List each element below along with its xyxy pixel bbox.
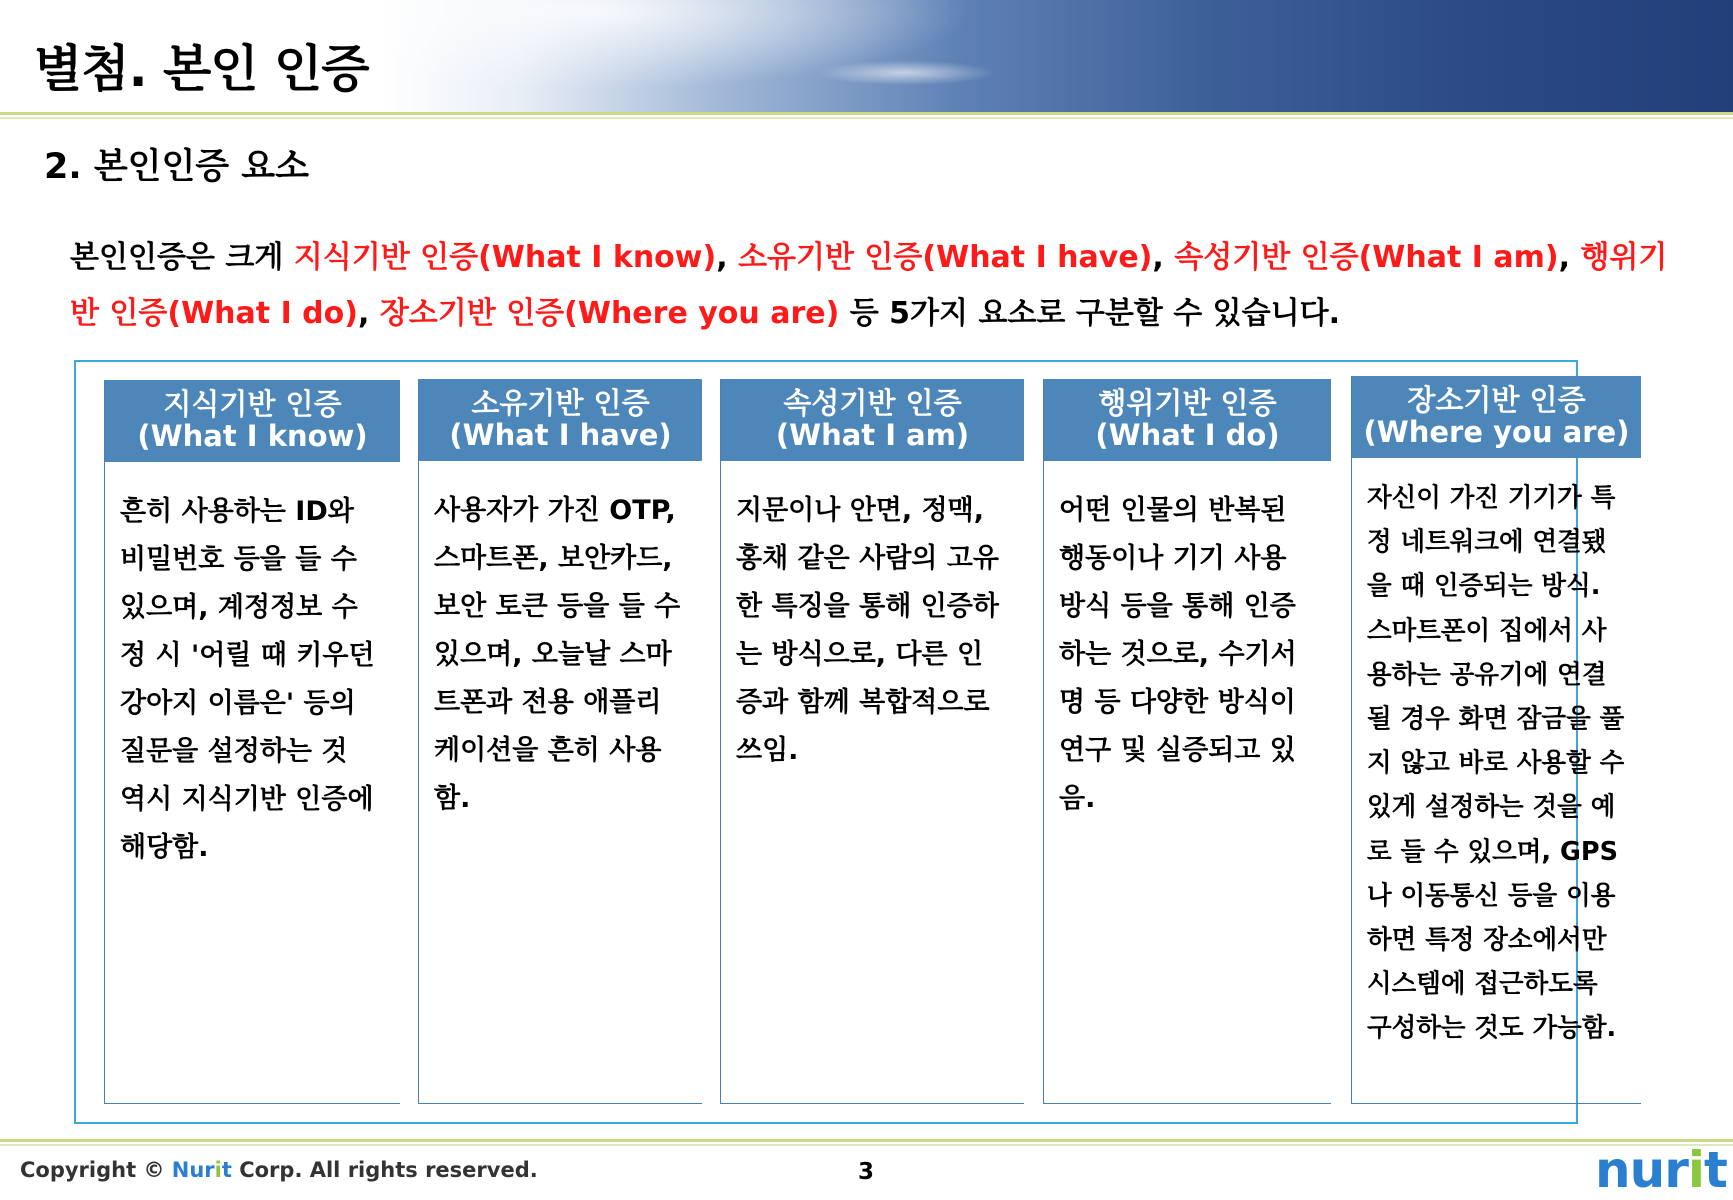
description-line: 강아지 이름은' 등의 <box>120 688 356 719</box>
header-divider <box>0 112 1733 115</box>
factor-card-header <box>1352 376 1641 458</box>
description-line: 연구 및 실증되고 있 <box>1059 735 1296 766</box>
factor-card-inherence <box>720 379 1024 1104</box>
factor-card-title: 행위기반 인증 <box>1098 386 1277 420</box>
intro-paragraph <box>70 230 1670 342</box>
header-divider-secondary <box>0 117 1733 119</box>
description-line: 함. <box>434 783 471 814</box>
header-sky-image <box>380 0 1080 112</box>
factor-card-description <box>1367 476 1633 1051</box>
description-line: 홍채 같은 사람의 고유 <box>736 543 999 574</box>
description-line: 구성하는 것도 가능함. <box>1367 1013 1617 1044</box>
description-line: 는 방식으로, 다른 인 <box>736 639 984 670</box>
description-line: 있으며, 계정정보 수 <box>120 592 358 623</box>
description-line: 명 등 다양한 방식이 <box>1059 687 1296 718</box>
logo-text-end: t <box>1704 1141 1727 1199</box>
copyright-brand: Nur <box>171 1158 215 1182</box>
description-line: 정 시 '어릴 때 키우던 <box>120 640 375 671</box>
intro-text-end: 등 5가지 요소로 구분할 수 있습니다. <box>839 296 1340 331</box>
logo-text: nur <box>1595 1141 1688 1199</box>
copyright-suffix: Corp. All rights reserved. <box>231 1158 538 1182</box>
factor-card-title: 장소기반 인증 <box>1407 383 1586 417</box>
description-line: 정 네트워크에 연결됐 <box>1367 527 1607 558</box>
description-line: 음. <box>1059 783 1096 814</box>
factor-card-header <box>1044 379 1331 461</box>
description-line: 흔히 사용하는 ID와 <box>120 496 354 527</box>
intro-inherence: 속성기반 인증(What I am) <box>1174 240 1559 275</box>
factor-card-subtitle: (What I am) <box>775 418 970 452</box>
description-line: 역시 지식기반 인증에 <box>120 784 374 815</box>
description-line: 있게 설정하는 것을 예 <box>1367 792 1616 823</box>
factor-card-subtitle: (What I know) <box>137 419 368 453</box>
factor-card-location <box>1351 376 1641 1104</box>
description-line: 해당함. <box>120 832 209 863</box>
description-line: 한 특징을 통해 인증하 <box>736 591 999 622</box>
description-line: 케이션을 흔히 사용 <box>434 735 662 766</box>
nurit-logo <box>1595 1141 1727 1199</box>
intro-separator: , <box>1558 240 1581 275</box>
copyright-notice <box>20 1158 538 1182</box>
copyright-brand-end: t <box>221 1158 232 1182</box>
factor-card-description <box>1059 487 1323 823</box>
description-line: 증과 함께 복합적으로 <box>736 687 990 718</box>
page-number: 3 <box>858 1159 875 1185</box>
description-line: 하는 것으로, 수기서 <box>1059 639 1297 670</box>
intro-location: 장소기반 인증(Where you are) <box>379 296 840 331</box>
intro-behavior: 행위기반 인증(What I do) <box>70 240 1668 331</box>
factor-card-description <box>434 487 694 823</box>
section-title: 2. 본인인증 요소 <box>44 147 309 187</box>
factor-card-header <box>105 380 400 462</box>
description-line: 방식 등을 통해 인증 <box>1059 591 1296 622</box>
factor-card-description <box>120 488 392 872</box>
description-line: 보안 토큰 등을 들 수 <box>434 591 681 622</box>
description-line: 용하는 공유기에 연결 <box>1367 659 1607 690</box>
description-line: 자신이 가진 기기가 특 <box>1367 483 1616 513</box>
factor-card-title: 지식기반 인증 <box>163 387 342 421</box>
intro-separator: , <box>1152 240 1175 275</box>
description-line: 사용자가 가진 OTP, <box>434 495 676 526</box>
logo-text-i: i <box>1687 1141 1704 1199</box>
factor-card-description <box>736 487 1016 775</box>
description-line: 트폰과 전용 애플리 <box>434 687 662 718</box>
intro-separator: , <box>716 240 739 275</box>
intro-knowledge: 지식기반 인증(What I know) <box>293 240 717 275</box>
description-line: 지 않고 바로 사용할 수 <box>1367 748 1625 779</box>
factor-card-possession <box>418 379 702 1104</box>
description-line: 있으며, 오늘날 스마 <box>434 639 672 670</box>
footer-divider <box>0 1139 1733 1142</box>
description-line: 하면 특정 장소에서만 <box>1367 925 1607 956</box>
intro-possession: 소유기반 인증(What I have) <box>738 240 1153 275</box>
intro-separator: , <box>357 296 380 331</box>
description-line: 을 때 인증되는 방식. <box>1367 571 1601 602</box>
description-line: 어떤 인물의 반복된 <box>1059 495 1287 526</box>
factor-card-subtitle: (What I do) <box>1095 418 1280 452</box>
description-line: 스마트폰이 집에서 사 <box>1367 615 1607 646</box>
intro-text: 본인인증은 크게 <box>70 240 294 275</box>
factor-card-header <box>721 379 1024 461</box>
factor-card-title: 소유기반 인증 <box>471 386 650 420</box>
factor-card-knowledge <box>104 380 400 1104</box>
description-line: 시스템에 접근하도록 <box>1367 969 1598 1000</box>
description-line: 비밀번호 등을 들 수 <box>120 544 357 575</box>
description-line: 나 이동통신 등을 이용 <box>1367 880 1616 911</box>
page-title: 별첨. 본인 인증 <box>34 40 369 98</box>
factor-card-title: 속성기반 인증 <box>783 386 962 420</box>
description-line: 스마트폰, 보안카드, <box>434 543 673 574</box>
factor-card-subtitle: (What I have) <box>449 418 672 452</box>
footer-divider-secondary <box>0 1144 1733 1146</box>
factor-card-behavior <box>1043 379 1331 1104</box>
header-banner <box>0 0 1733 112</box>
description-line: 행동이나 기기 사용 <box>1059 543 1287 574</box>
description-line: 될 경우 화면 잠금을 풀 <box>1367 704 1625 735</box>
description-line: 로 들 수 있으며, GPS <box>1367 836 1618 867</box>
copyright-brand-i: i <box>214 1158 222 1182</box>
factor-card-header <box>419 379 702 461</box>
factor-card-subtitle: (Where you are) <box>1363 415 1630 449</box>
copyright-prefix: Copyright © <box>20 1158 172 1182</box>
description-line: 지문이나 안면, 정맥, <box>736 495 984 526</box>
description-line: 쓰임. <box>736 735 799 766</box>
description-line: 질문을 설정하는 것 <box>120 736 348 767</box>
